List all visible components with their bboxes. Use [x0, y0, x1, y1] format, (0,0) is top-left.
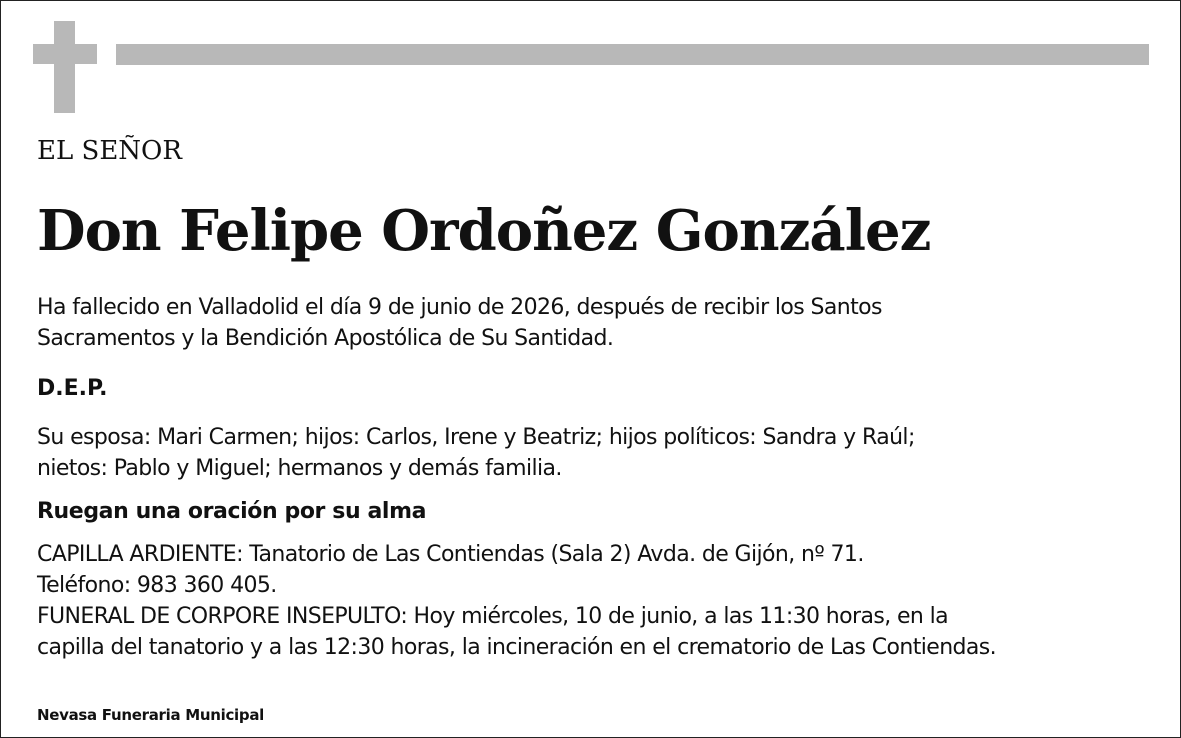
family-line: nietos: Pablo y Miguel; hermanos y demás familia. — [37, 456, 562, 481]
title-prefix: EL SEÑOR — [37, 136, 182, 166]
details-line: CAPILLA ARDIENTE: Tanatorio de Las Contiendas (Sala 2) Avda. de Gijón, nº 71. — [37, 542, 864, 567]
header-rule — [116, 44, 1149, 65]
family-paragraph — [37, 422, 915, 484]
details-line: Teléfono: 983 360 405. — [37, 573, 277, 598]
announcement-line: Sacramentos y la Bendición Apostólica de Su Santidad. — [37, 326, 614, 351]
rip-label: D.E.P. — [37, 376, 108, 401]
announcement-paragraph — [37, 292, 882, 354]
family-line: Su esposa: Mari Carmen; hijos: Carlos, Irene y Beatriz; hijos políticos: Sandra y Raúl; — [37, 425, 915, 450]
cross-vertical-bar — [54, 21, 75, 113]
announcement-line: Ha fallecido en Valladolid el día 9 de junio de 2026, después de recibir los Santos — [37, 295, 882, 320]
funeral-home-name: Nevasa Funeraria Municipal — [37, 706, 264, 724]
details-line: FUNERAL DE CORPORE INSEPULTO: Hoy miércoles, 10 de junio, a las 11:30 horas, en la — [37, 604, 949, 629]
cross-horizontal-bar — [33, 44, 97, 64]
prayer-request: Ruegan una oración por su alma — [37, 499, 427, 524]
deceased-name: Don Felipe Ordoñez González — [37, 198, 931, 264]
service-details — [37, 539, 996, 663]
details-line: capilla del tanatorio y a las 12:30 horas, la incineración en el crematorio de Las Contiendas. — [37, 635, 997, 660]
